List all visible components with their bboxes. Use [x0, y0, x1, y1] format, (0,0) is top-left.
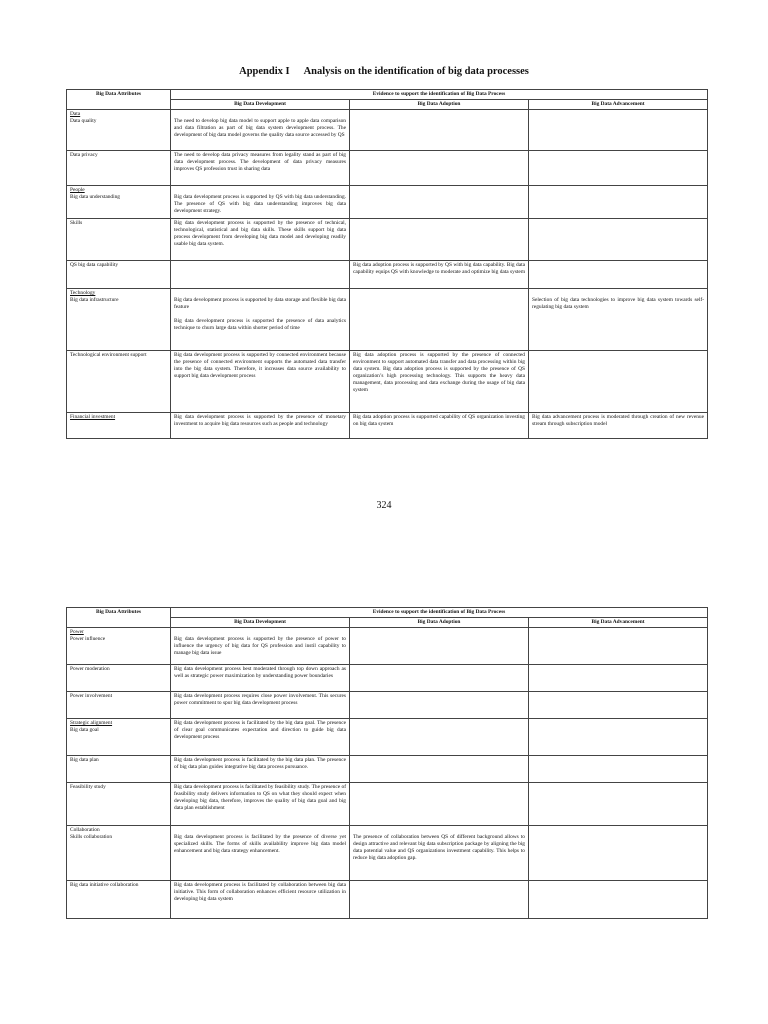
- evidence-cell: Big data development process is supported by the presence of power to influence the urgency of big data for QS profession and instil capability to manage big data issue: [171, 628, 350, 665]
- header-evidence: Evidence to support the identification of Big Data Process: [171, 608, 708, 618]
- evidence-cell: [529, 628, 708, 665]
- evidence-cell: Big data development process is facilitated by the big data plan. The presence of big data plan guides integrative big data process pursuance.: [171, 756, 350, 783]
- evidence-cell: [529, 692, 708, 719]
- header-development: Big Data Development: [171, 100, 350, 110]
- table-row: [67, 289, 171, 351]
- evidence-cell: The need to develop data privacy measures from legality stand as part of big data development process. The development of data privacy measures improves QS profession trust in sharing data: [171, 151, 350, 186]
- header-development: Big Data Development: [171, 618, 350, 628]
- evidence-cell: [529, 110, 708, 151]
- category-label: Data: [70, 111, 81, 117]
- header-attributes: Big Data Attributes: [67, 608, 171, 628]
- evidence-cell: Big data development process is supported by the presence of monetary investment to acquire big data resources such as people and technology: [171, 413, 350, 439]
- attribute-label: Big data understanding: [70, 194, 121, 200]
- attribute-label: Data quality: [70, 118, 97, 124]
- evidence-cell: The need to develop big data model to support apple to apple data comparison and data filtration as part of big data system development process. The development of big data model governs the quality data source accessed by QS: [171, 110, 350, 151]
- table-row: [67, 826, 171, 881]
- evidence-cell: Big data development process requires close power involvement. This secures power commitment to spur big data development process: [171, 692, 350, 719]
- category-label: Financial investment: [70, 414, 116, 420]
- evidence-cell: Big data development process best moderated through top down approach as well as strategic power maximization by understanding power boundaries: [171, 665, 350, 692]
- attribute-label: QS big data capability: [67, 261, 171, 289]
- attribute-label: Power influence: [70, 636, 106, 642]
- evidence-cell: Big data development process is supported by data storage and flexible big data feature Big data development process is supported the presence of data analytics technique to churn large data within shorter period of time: [171, 289, 350, 351]
- evidence-cell: [350, 628, 529, 665]
- category-label: Collaboration: [70, 827, 100, 833]
- attribute-label: Data privacy: [67, 151, 171, 186]
- header-advancement: Big Data Advancement: [529, 100, 708, 110]
- evidence-cell: Big data adoption process is supported by the presence of connected environment to support automated data transfer and data processing within big data system. Big data adoption process is supported by the presence of QS organization’s high processing technology. This supports the heavy data management, data processing and data exchange during the usage of big data system: [350, 351, 529, 413]
- evidence-cell: [529, 351, 708, 413]
- evidence-cell: [350, 756, 529, 783]
- evidence-cell: Big data development process is supported by QS with big data understanding. The presence of QS with big data understanding improves big data development strategy.: [171, 186, 350, 219]
- evidence-cell: Big data development process is facilitated by feasibility study. The presence of feasibility study delivers information to QS on what they should expect when developing big data, therefore, improves the quality of big data goal and big data plan establishment: [171, 783, 350, 826]
- header-advancement: Big Data Advancement: [529, 618, 708, 628]
- evidence-cell: [529, 783, 708, 826]
- category-label: Technology: [70, 290, 96, 296]
- attribute-label: Big data goal: [70, 727, 99, 733]
- evidence-cell: [350, 719, 529, 756]
- header-attributes: Big Data Attributes: [67, 90, 171, 110]
- evidence-cell: [350, 151, 529, 186]
- evidence-cell: Selection of big data technologies to improve big data system towards self-regulating big data system: [529, 289, 708, 351]
- evidence-cell: [171, 261, 350, 289]
- evidence-cell: [529, 186, 708, 219]
- header-evidence: Evidence to support the identification of Big Data Process: [171, 90, 708, 100]
- evidence-cell: Big data development process is facilitated by the big data goal. The presence of clear goal communicates expectation and direction to guide big data development process: [171, 719, 350, 756]
- evidence-cell: Big data development process is facilitated by collaboration between big data initiative. This form of collaboration enhances efficient resource utilization in developing big data system: [171, 881, 350, 919]
- appendix-title: [0, 66, 768, 77]
- evidence-cell: [350, 665, 529, 692]
- attribute-label: Skills: [67, 219, 171, 261]
- evidence-cell: [350, 289, 529, 351]
- category-label: People: [70, 187, 85, 193]
- evidence-cell: [350, 186, 529, 219]
- evidence-cell: [529, 151, 708, 186]
- evidence-cell: [350, 692, 529, 719]
- table-row: [67, 719, 171, 756]
- attribute-label: Power moderation: [67, 665, 171, 692]
- header-adoption: Big Data Adoption: [350, 618, 529, 628]
- evidence-cell: [350, 783, 529, 826]
- evidence-cell: [350, 219, 529, 261]
- evidence-cell: [529, 665, 708, 692]
- table-row: [67, 110, 171, 151]
- category-label: Power: [70, 629, 84, 635]
- evidence-cell: Big data development process is facilitated by the presence of diverse yet specialized skills. The forms of skills availability improve big data model enhancement and big data strategy enhancement.: [171, 826, 350, 881]
- attribute-label: Big data initiative collaboration: [67, 881, 171, 919]
- evidence-cell: [350, 110, 529, 151]
- attribute-label: Big data infrastructure: [70, 297, 119, 303]
- evidence-cell: Big data advancement process is moderated through creation of new revenue stream through subscription model: [529, 413, 708, 439]
- attribute-label: Feasibility study: [67, 783, 171, 826]
- evidence-cell: Big data development process is supported by connected environment because the presence of connected environment supports the automated data transfer into the big data system. Therefore, it increases data source availability to support big data development process: [171, 351, 350, 413]
- evidence-cell: Big data adoption process is supported capability of QS organization investing on big data system: [350, 413, 529, 439]
- attribute-label: Technological environment support: [67, 351, 171, 413]
- header-adoption: Big Data Adoption: [350, 100, 529, 110]
- attribute-label: Power involvement: [67, 692, 171, 719]
- attribute-label: Big data plan: [67, 756, 171, 783]
- evidence-cell: The presence of collaboration between QS of different background allows to design attractive and relevant big data subscription package by aligning the big data potential value and QS organizations investment capability. This helps to reduce big data adoption gap.: [350, 826, 529, 881]
- evidence-cell: [529, 219, 708, 261]
- table-page-324: [66, 89, 708, 439]
- evidence-cell: [529, 261, 708, 289]
- category-label: Strategic alignment: [70, 720, 113, 726]
- evidence-cell: [350, 881, 529, 919]
- evidence-cell: Big data adoption process is supported by QS with big data capability. Big data capability equips QS with knowledge to moderate and optimize big data system: [350, 261, 529, 289]
- table-page-325: [66, 607, 708, 919]
- evidence-cell: [529, 756, 708, 783]
- attribute-label: Skills collaboration: [70, 834, 113, 840]
- evidence-cell: Big data development process is supported by the presence of technical, technological, statistical and big data skills. These skills support big data process development from developing big data model and developing readily usable big data system.: [171, 219, 350, 261]
- table-row: [67, 413, 171, 439]
- appendix-label: Appendix I: [239, 66, 290, 77]
- table-row: [67, 186, 171, 219]
- evidence-cell: [529, 881, 708, 919]
- appendix-heading: Analysis on the identification of big data processes: [303, 66, 529, 77]
- evidence-cell: [529, 826, 708, 881]
- evidence-cell: [529, 719, 708, 756]
- page-number: 324: [376, 500, 392, 511]
- table-row: [67, 628, 171, 665]
